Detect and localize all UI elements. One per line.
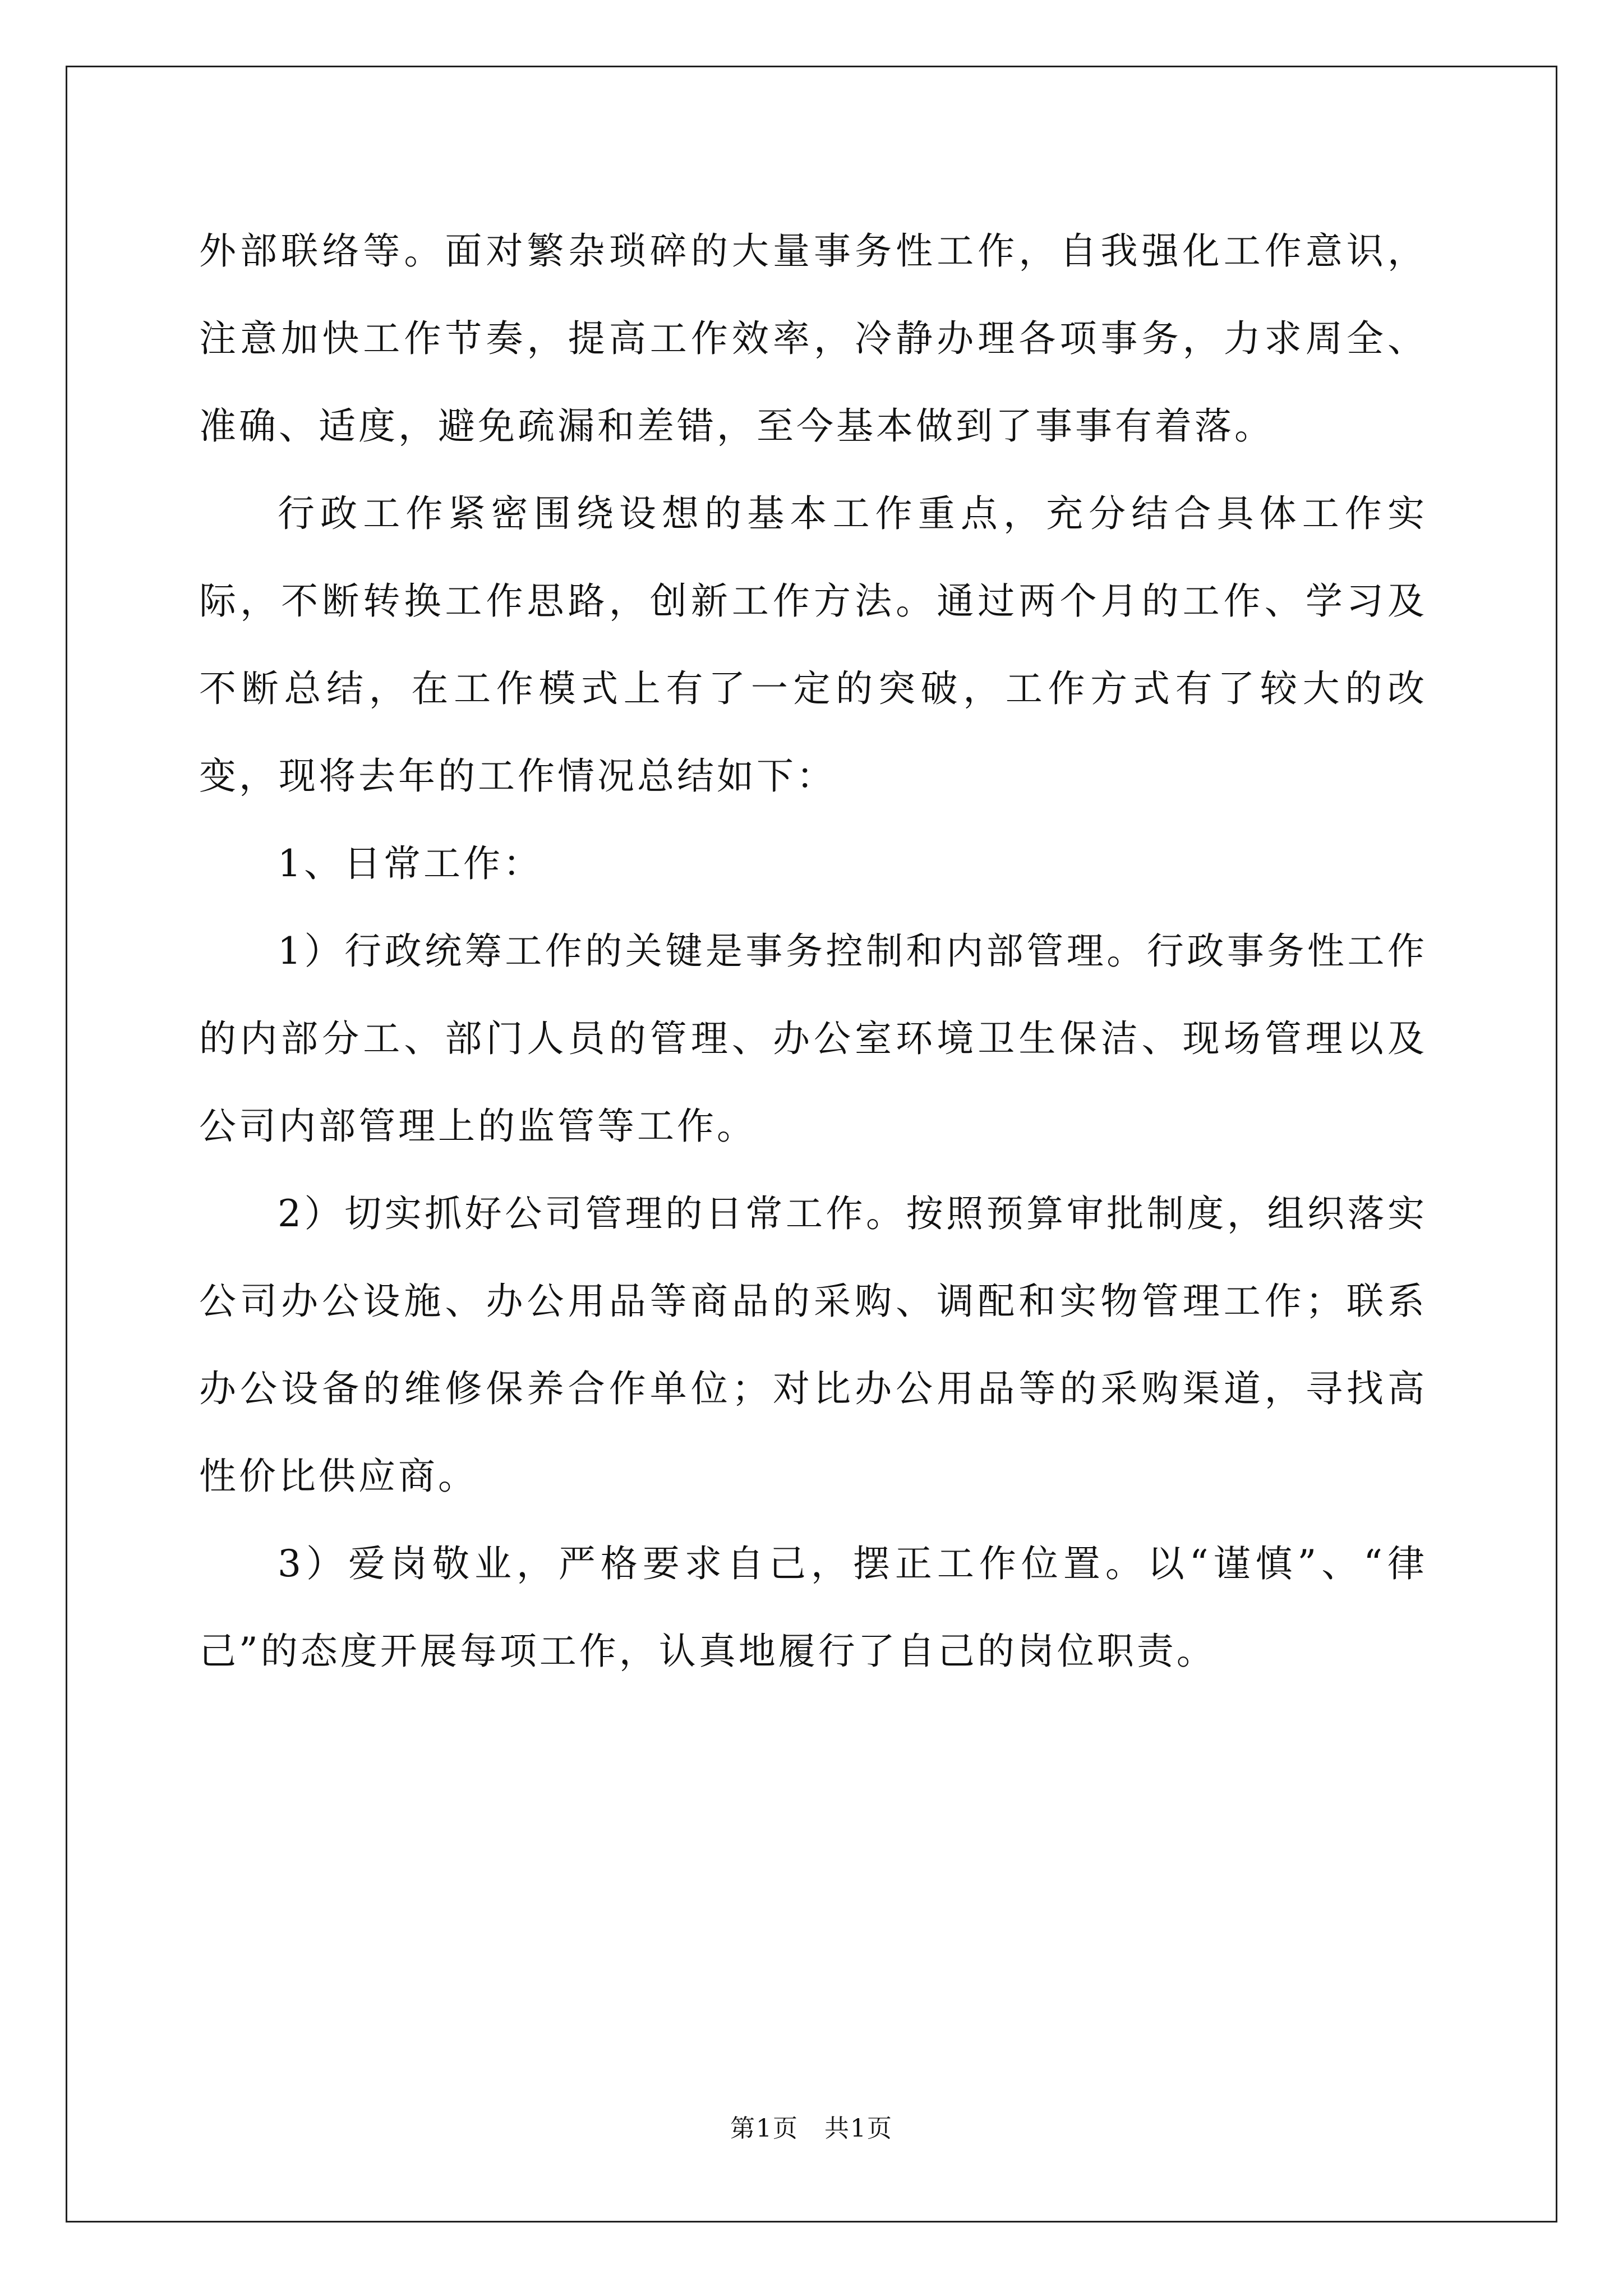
list-item-2: 2）切实抓好公司管理的日常工作。按照预算审批制度，组织落实公司办公设施、办公用品等商品的采购、调配和实物管理工作；联系办公设备的维修保养合作单位；对比办公用品等的采购渠道，寻找高性价比供应商。 [199,1192,1427,1498]
paragraph-continuation: 外部联络等。面对繁杂琐碎的大量事务性工作，自我强化工作意识，注意加快工作节奏，提高工作效率，冷静办理各项事务，力求周全、准确、适度，避免疏漏和差错，至今基本做到了事事有着落。 [199,229,1427,448]
list-item-1: 1）行政统筹工作的关键是事务控制和内部管理。行政事务性工作的内部分工、部门人员的管理、办公室环境卫生保洁、现场管理以及公司内部管理上的监管等工作。 [199,930,1427,1148]
page-number-footer: 第1页 共1页 [730,2114,893,2143]
section-heading-daily-work: 1、日常工作： [278,842,543,885]
document-body [199,208,1427,1695]
list-item-3: 3）爱岗敬业，严格要求自己，摆正工作位置。以“谨慎”、“律己”的态度开展每项工作，认真地履行了自己的岗位职责。 [199,1542,1427,1673]
paragraph-intro: 行政工作紧密围绕设想的基本工作重点，充分结合具体工作实际，不断转换工作思路，创新工作方法。通过两个月的工作、学习及不断总结，在工作模式上有了一定的突破，工作方式有了较大的改变，现将去年的工作情况总结如下： [199,492,1427,798]
